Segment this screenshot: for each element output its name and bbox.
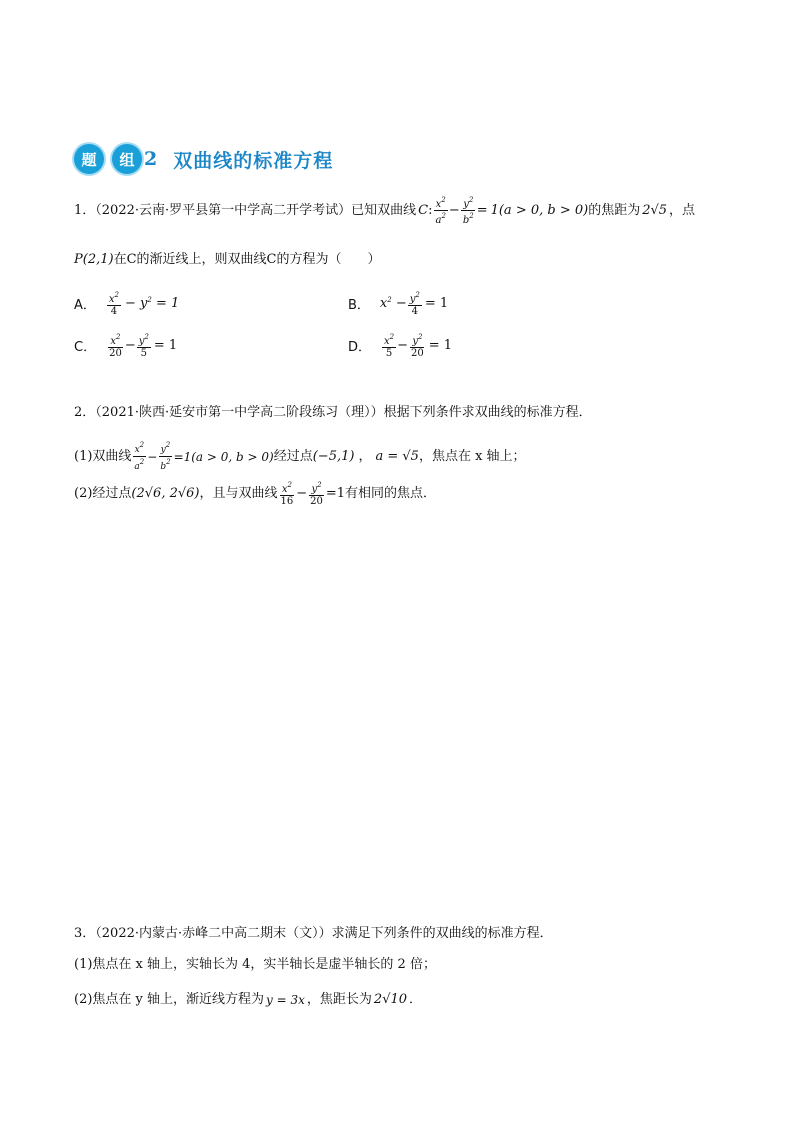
q2-p2-point: (2√6, 2√6) bbox=[131, 485, 200, 501]
q1-intro: 1．（2022·云南·罗平县第一中学高二开学考试）已知双曲线 bbox=[74, 202, 417, 218]
section-number: 2 bbox=[144, 148, 158, 170]
q1-focal-value: 2√5 bbox=[642, 202, 668, 218]
q1-text-focal: 的焦距为 bbox=[588, 202, 641, 218]
q3-focal: 2√10 bbox=[373, 992, 408, 1007]
q2-p1-condition: =1(a > 0, b > 0) bbox=[173, 449, 274, 464]
q1-option-a[interactable]: A． $\frac{x^2}{4}$ − $y^2 = 1$ bbox=[74, 291, 180, 317]
section-badge-ti: 题 bbox=[74, 144, 104, 174]
q2-part2: (2)经过点 (2√6, 2√6) ，且与双曲线 $\frac{x^2}{16}$ − $\frac{y^2}{20}$ =1有相同的焦点． bbox=[74, 481, 437, 507]
q1-point: P(2,1) bbox=[74, 252, 114, 267]
section-title: 双曲线的标准方程 bbox=[173, 149, 334, 172]
q2-stem bbox=[74, 403, 592, 423]
q2-p1-point: (−5,1) bbox=[312, 448, 355, 464]
section-heading bbox=[74, 143, 333, 175]
q1-stem-line2 bbox=[74, 250, 380, 270]
q3-part1: (1)焦点在 x 轴上，实轴长为 4，实半轴长是虚半轴长的 2 倍； bbox=[74, 957, 436, 972]
section-badge-zu: 组 bbox=[112, 144, 142, 174]
q1-text-point: ，点 bbox=[669, 202, 696, 218]
q1-option-d[interactable]: D． $\frac{x^2}{5}$ − $\frac{y^2}{20}$ = 1 bbox=[348, 333, 453, 359]
q3-part2: (2)焦点在 y 轴上，渐近线方程为 y = 3x ，焦距长为 2√10 ． bbox=[74, 990, 422, 1010]
q1-eq-frac-y: $\frac{y^2}{b^2}$ bbox=[462, 196, 474, 226]
q1-eq-condition: 1(a > 0, b > 0) bbox=[490, 202, 589, 218]
q1-stem: 1．（2022·云南·罗平县第一中学高二开学考试）已知双曲线 C : $\frac{x^2}{a^2}$ − $\frac{y^2}{b^2}$ = 1(a > 0, b > 0) 的焦距为 2√5 ，点 bbox=[74, 196, 696, 226]
q3-asymptote: y = 3x bbox=[266, 993, 305, 1007]
q3-intro: 3．（2022·内蒙古·赤峰二中高二期末（文））求满足下列条件的双曲线的标准方程． bbox=[74, 926, 553, 941]
q2-p1-a: a = √5 bbox=[375, 448, 419, 464]
q3-stem bbox=[74, 924, 553, 944]
q2-part1: (1)双曲线 $\frac{x^2}{a^2}$ − $\frac{y^2}{b^2}$ =1(a > 0, b > 0) 经过点 (−5,1) ， a = √5 ，焦点在 x 轴上； bbox=[74, 441, 526, 472]
q1-eq-frac-x: $\frac{x^2}{a^2}$ bbox=[435, 196, 446, 226]
q1-option-b[interactable]: B． $x^2$ − $\frac{y^2}{4}$ = 1 bbox=[348, 291, 449, 317]
q2-intro: 2．（2021·陕西·延安市第一中学高二阶段练习（理））根据下列条件求双曲线的标准方程． bbox=[74, 405, 592, 420]
q1-line2: 在C的渐近线上，则双曲线C的方程为（ ） bbox=[113, 252, 381, 267]
q1-option-c[interactable]: C． $\frac{x^2}{20}$ − $\frac{y^2}{5}$ = 1 bbox=[74, 333, 178, 359]
